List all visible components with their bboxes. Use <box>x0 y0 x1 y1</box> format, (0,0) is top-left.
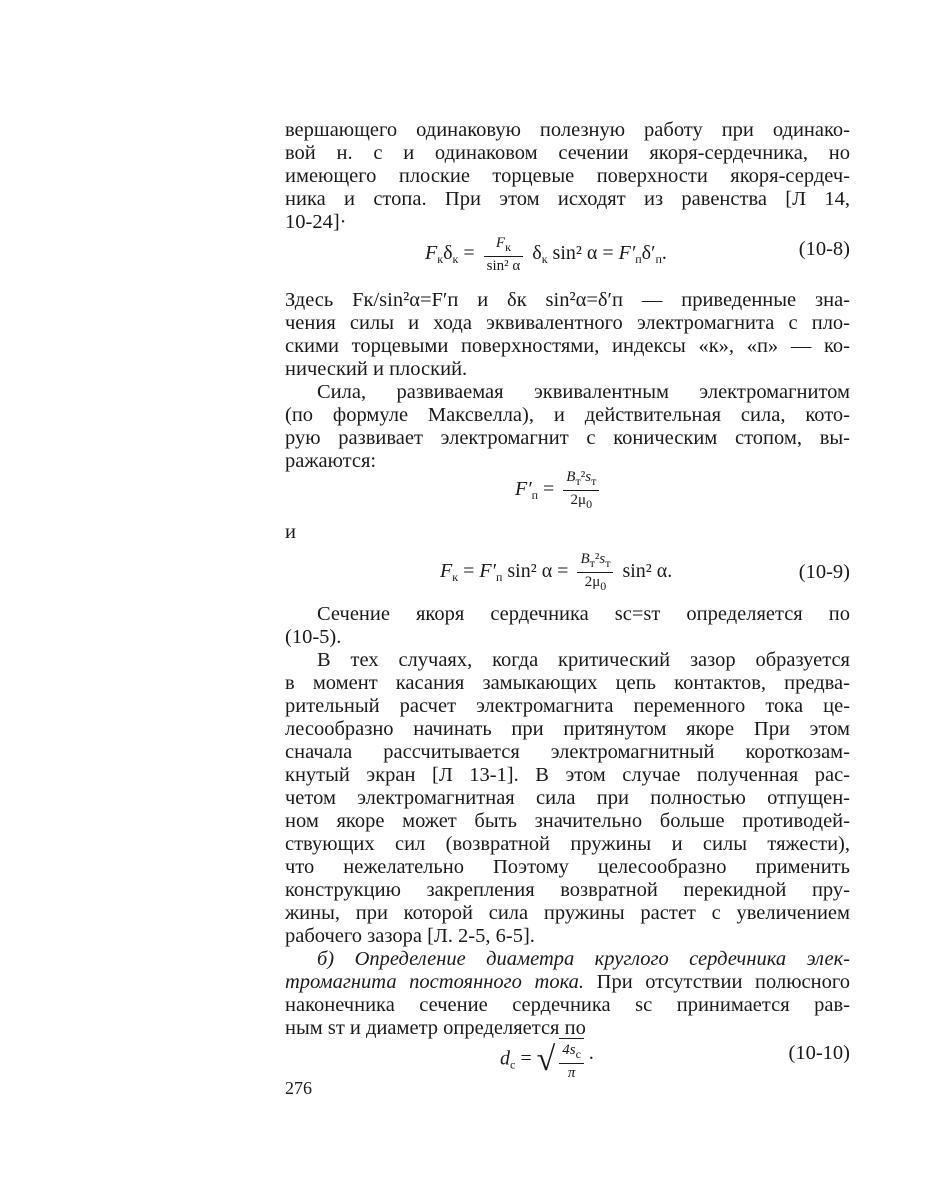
text-line: лесообразно начинать при притянутом якоре При этом <box>285 718 850 740</box>
text-line: четом электромагнитная сила при полностью отпущен- <box>285 787 850 809</box>
text-line: наконечника сечение сердечника sc принимается рав- <box>285 994 850 1016</box>
italic-heading: тромагнита постоянного тока. <box>285 971 585 993</box>
text-line: Сила, развиваемая эквивалентным электромагнитом <box>317 381 850 403</box>
equation-10-8: $F_к\delta_к$ = $\frac{F_к}{\text{sin² α}}$ $\delta_к$ sin² $\alpha = F'_п\delta'_п$. <box>425 235 667 274</box>
text-line: жины, при которой сила пружины растет с увеличением <box>285 902 850 924</box>
text-line: имеющего плоские торцевые поверхности якоря-сердеч- <box>285 165 850 187</box>
text-line: (10-5). <box>285 626 342 648</box>
conjunction-text: и <box>285 521 296 543</box>
text-line: 10-24]· <box>285 211 347 233</box>
equation-f-prime: $F'_п$ = $\frac{B_т^2s_т}{2\mu_0}$ <box>515 468 603 513</box>
text-line: ника и стопа. При этом исходят из равенства [Л 14, <box>285 188 850 210</box>
text-line <box>317 948 850 971</box>
text-line: конструкцию закрепления возвратной перекидной пру- <box>285 879 850 901</box>
page-number: 276 <box>285 1078 312 1098</box>
equation-number: (10-8) <box>798 238 850 260</box>
text-line: сначала рассчитывается электромагнитный короткозам- <box>285 741 850 763</box>
text-line: вершающего одинаковую полезную работу при одинако- <box>285 119 850 141</box>
text-line: в момент касания замыкающих цепь контактов, предва- <box>285 672 850 694</box>
equation-number: (10-9) <box>798 561 850 583</box>
equation-number: (10-10) <box>788 1042 850 1064</box>
equation-10-10: $d_c$ = √ $\frac{4s_c}{\pi}$ · <box>500 1038 595 1082</box>
text-line: ствующих сил (возвратной пружины и силы тяжести), <box>285 833 850 855</box>
text-fragment: При отсутствии полюсного <box>584 971 850 993</box>
text-line: нический и плоский. <box>285 358 468 380</box>
italic-heading: б) Определение диаметра круглого сердечника элек- <box>317 948 850 970</box>
text-line: рую развивает электромагнит с коническим стопом, вы- <box>285 427 850 449</box>
text-line: ражаются: <box>285 450 377 472</box>
text-line: рабочего зазора [Л. 2-5, 6-5]. <box>285 925 535 947</box>
text-line: вой н. с и одинаковом сечении якоря-сердечника, но <box>285 142 850 164</box>
text-line: Здесь Fк/sin²α=F′п и δк sin²α=δ′п — приведенные зна- <box>285 289 850 311</box>
text-line: Сечение якоря сердечника sc=sт определяется по <box>317 603 850 625</box>
equation-10-9: $F_к = F'_п$ sin² α = $\frac{B_т^2s_т}{2\mu_0}$ sin² α. <box>440 551 673 593</box>
text-line: ном якоре может быть значительно больше противодей- <box>285 810 850 832</box>
text-line: рительный расчет электромагнита переменного тока це- <box>285 695 850 717</box>
text-line: кнутый экран [Л 13-1]. В этом случае полученная рас- <box>285 764 850 786</box>
text-line <box>285 971 850 994</box>
text-line: ным sт и диаметр определяется по <box>285 1017 586 1039</box>
text-line: В тех случаях, когда критический зазор образуется <box>317 649 850 671</box>
text-line: скими торцевыми поверхностями, индексы «к», «п» — ко- <box>285 335 850 357</box>
text-line: чения силы и хода эквивалентного электромагнита с пло- <box>285 312 850 334</box>
text-line: (по формуле Максвелла), и действительная сила, кото- <box>285 404 850 426</box>
text-line: что нежелательно Поэтому целесообразно применить <box>285 856 850 878</box>
